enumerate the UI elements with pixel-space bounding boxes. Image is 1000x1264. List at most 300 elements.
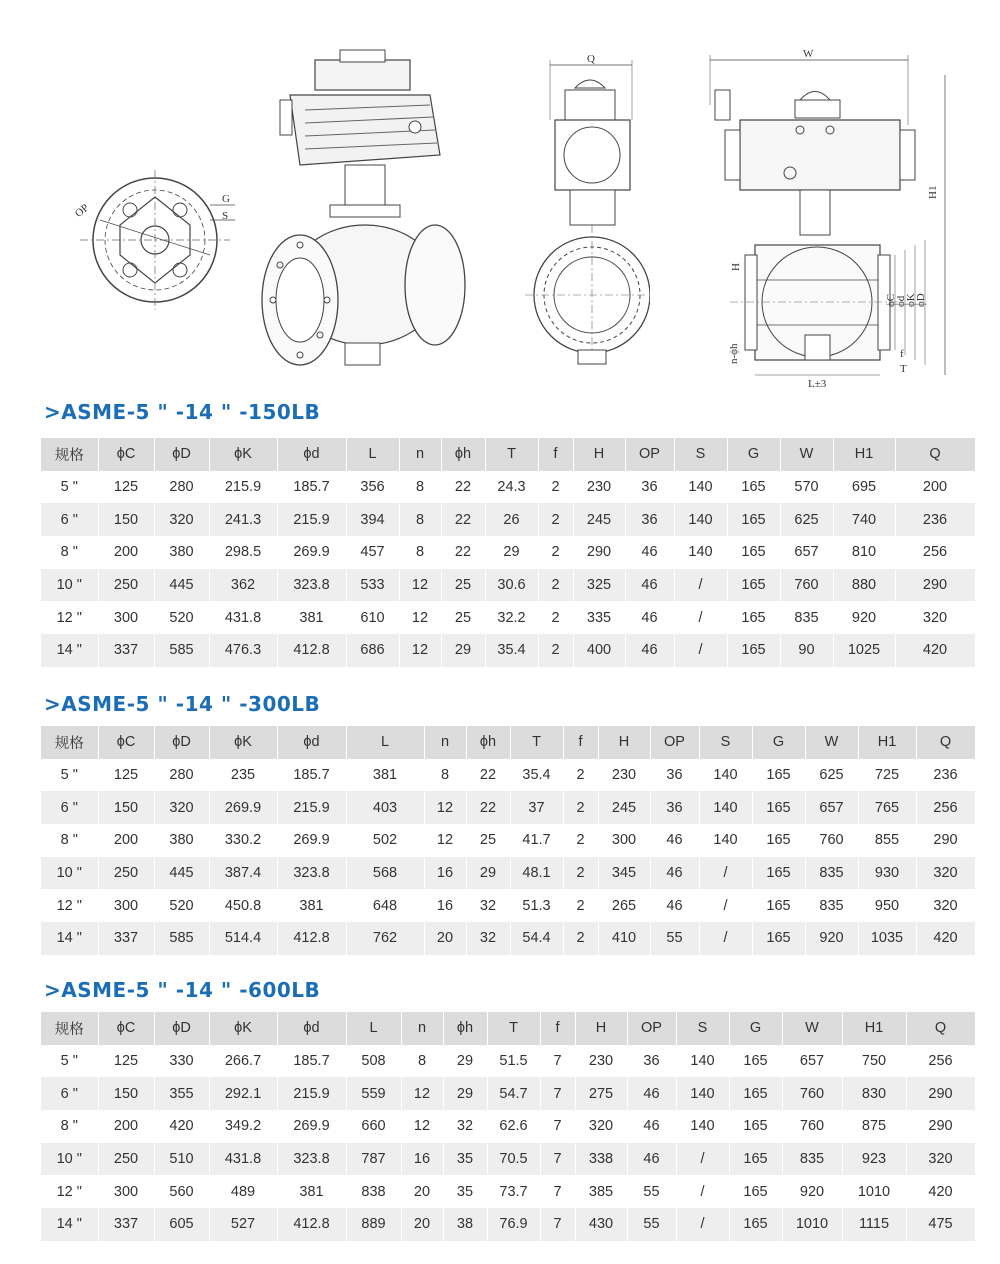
table-cell: 320 — [895, 601, 975, 634]
table-cell: 2 — [563, 791, 598, 824]
table-cell: 29 — [485, 536, 538, 569]
table-cell: 835 — [805, 857, 858, 890]
table-cell: 570 — [780, 471, 833, 504]
table-cell: 320 — [916, 889, 975, 922]
table-body — [41, 759, 975, 955]
q-label: Q — [587, 53, 595, 65]
table-cell: 835 — [780, 601, 833, 634]
w-label: W — [803, 48, 814, 60]
table-cell: 125 — [98, 471, 154, 504]
table-cell: 7 — [540, 1175, 575, 1208]
table-cell: 22 — [466, 759, 510, 792]
table-row — [41, 601, 975, 634]
column-header: L — [346, 726, 424, 759]
table-cell: 245 — [598, 791, 650, 824]
table-cell: 36 — [625, 471, 674, 504]
table-cell: 7 — [540, 1143, 575, 1176]
table-cell: 25 — [441, 569, 485, 602]
column-header: H1 — [858, 726, 916, 759]
table-cell: 787 — [346, 1143, 401, 1176]
table-cell: 2 — [563, 759, 598, 792]
table-cell: 35.4 — [510, 759, 563, 792]
section-title-150lb: >ASME-5 " -14 " -150LB — [44, 400, 321, 424]
table-cell: 760 — [782, 1110, 842, 1143]
table-cell: 41.7 — [510, 824, 563, 857]
table-cell: 14 " — [41, 922, 98, 955]
column-header: H — [575, 1012, 627, 1045]
column-header: ϕC — [98, 726, 154, 759]
table-cell: 38 — [443, 1208, 487, 1241]
column-header: ϕK — [209, 1012, 277, 1045]
table-cell: 320 — [154, 791, 209, 824]
table-row — [41, 1208, 975, 1241]
table-cell: 337 — [98, 634, 154, 667]
table-cell: / — [676, 1208, 729, 1241]
table-cell: 387.4 — [209, 857, 277, 890]
table-cell: 830 — [842, 1077, 906, 1110]
column-header: OP — [650, 726, 699, 759]
table-cell: 445 — [154, 857, 209, 890]
table-cell: 412.8 — [277, 922, 346, 955]
table-cell: 930 — [858, 857, 916, 890]
table-cell: 269.9 — [209, 791, 277, 824]
table-cell: 323.8 — [277, 857, 346, 890]
table-cell: 431.8 — [209, 1143, 277, 1176]
table-cell: 54.7 — [487, 1077, 540, 1110]
table-cell: 46 — [650, 824, 699, 857]
table-row — [41, 634, 975, 667]
table-cell: 185.7 — [277, 759, 346, 792]
table-cell: 165 — [729, 1143, 782, 1176]
column-header: f — [563, 726, 598, 759]
table-row — [41, 1077, 975, 1110]
table-cell: 185.7 — [277, 1045, 346, 1078]
table-cell: 29 — [443, 1077, 487, 1110]
table-cell: 200 — [98, 536, 154, 569]
table-row — [41, 922, 975, 955]
table-cell: 605 — [154, 1208, 209, 1241]
column-header: ϕd — [277, 438, 346, 471]
table-cell: 140 — [676, 1077, 729, 1110]
table-cell: 48.1 — [510, 857, 563, 890]
column-header: W — [780, 438, 833, 471]
column-header: OP — [625, 438, 674, 471]
table-cell: 14 " — [41, 1208, 98, 1241]
table-cell: 880 — [833, 569, 895, 602]
table-cell: 280 — [154, 471, 209, 504]
table-cell: 14 " — [41, 634, 98, 667]
table-cell: 533 — [346, 569, 399, 602]
table-cell: 280 — [154, 759, 209, 792]
table-cell: 445 — [154, 569, 209, 602]
table-cell: 150 — [98, 1077, 154, 1110]
table-cell: 200 — [895, 471, 975, 504]
table-cell: 420 — [916, 922, 975, 955]
table-cell: 657 — [780, 536, 833, 569]
table-cell: 381 — [346, 759, 424, 792]
table-cell: 6 " — [41, 791, 98, 824]
table-cell: 381 — [277, 601, 346, 634]
table-cell: 140 — [674, 471, 727, 504]
table-cell: 300 — [98, 889, 154, 922]
column-header: n — [424, 726, 466, 759]
table-cell: / — [674, 601, 727, 634]
table-cell: 585 — [154, 634, 209, 667]
table-cell: 235 — [209, 759, 277, 792]
table-cell: 10 " — [41, 569, 98, 602]
table-cell: 855 — [858, 824, 916, 857]
table-cell: 76.9 — [487, 1208, 540, 1241]
table-cell: 165 — [727, 634, 780, 667]
table-cell: 215.9 — [277, 791, 346, 824]
table-cell: 36 — [627, 1045, 676, 1078]
table-header-row — [41, 726, 975, 759]
table-cell: / — [699, 922, 752, 955]
table-cell: 385 — [575, 1175, 627, 1208]
table-row — [41, 536, 975, 569]
table-cell: 400 — [573, 634, 625, 667]
table-cell: 10 " — [41, 857, 98, 890]
table-cell: 430 — [575, 1208, 627, 1241]
table-cell: 337 — [98, 922, 154, 955]
table-cell: 275 — [575, 1077, 627, 1110]
table-cell: 165 — [752, 857, 805, 890]
table-cell: 25 — [466, 824, 510, 857]
table-cell: 250 — [98, 569, 154, 602]
column-header: f — [540, 1012, 575, 1045]
table-cell: 394 — [346, 503, 399, 536]
table-cell: 450.8 — [209, 889, 277, 922]
table-cell: 403 — [346, 791, 424, 824]
table-cell: 200 — [98, 824, 154, 857]
table-cell: 2 — [538, 471, 573, 504]
table-cell: 345 — [598, 857, 650, 890]
table-cell: 323.8 — [277, 569, 346, 602]
table-cell: 380 — [154, 536, 209, 569]
table-cell: 838 — [346, 1175, 401, 1208]
table-cell: 215.9 — [277, 1077, 346, 1110]
table-cell: 502 — [346, 824, 424, 857]
table-cell: 12 — [401, 1077, 443, 1110]
table-cell: 140 — [674, 503, 727, 536]
d-big-label: ϕD — [915, 293, 927, 307]
table-cell: 12 — [424, 824, 466, 857]
table-cell: 125 — [98, 759, 154, 792]
table-cell: 250 — [98, 1143, 154, 1176]
table-cell: 330.2 — [209, 824, 277, 857]
column-header: ϕh — [466, 726, 510, 759]
table-cell: 46 — [627, 1077, 676, 1110]
table-cell: 150 — [98, 503, 154, 536]
table-cell: 8 " — [41, 536, 98, 569]
table-header-row — [41, 438, 975, 471]
table-cell: 230 — [573, 471, 625, 504]
table-cell: 8 — [401, 1045, 443, 1078]
table-cell: 165 — [752, 791, 805, 824]
g-label: G — [222, 193, 230, 205]
table-cell: 46 — [627, 1110, 676, 1143]
table-cell: 765 — [858, 791, 916, 824]
table-cell: 760 — [782, 1077, 842, 1110]
table-cell: 2 — [538, 536, 573, 569]
column-header: L — [346, 1012, 401, 1045]
column-header: H — [573, 438, 625, 471]
table-cell: 298.5 — [209, 536, 277, 569]
table-cell: 320 — [906, 1143, 975, 1176]
table-cell: 320 — [916, 857, 975, 890]
table-cell: 420 — [154, 1110, 209, 1143]
table-cell: 7 — [540, 1077, 575, 1110]
table-cell: 16 — [424, 857, 466, 890]
table-cell: 300 — [598, 824, 650, 857]
table-cell: 20 — [401, 1208, 443, 1241]
table-cell: 290 — [895, 569, 975, 602]
table-cell: / — [674, 634, 727, 667]
column-header: G — [727, 438, 780, 471]
table-cell: 35.4 — [485, 634, 538, 667]
table-cell: 36 — [650, 791, 699, 824]
table-cell: 36 — [625, 503, 674, 536]
table-cell: 875 — [842, 1110, 906, 1143]
table-cell: 46 — [625, 536, 674, 569]
table-cell: 725 — [858, 759, 916, 792]
column-header: Q — [895, 438, 975, 471]
table-cell: 625 — [780, 503, 833, 536]
table-cell: 520 — [154, 889, 209, 922]
table-cell: 230 — [598, 759, 650, 792]
s-label: S — [222, 210, 229, 222]
table-cell: 29 — [443, 1045, 487, 1078]
table-cell: 165 — [729, 1175, 782, 1208]
table-cell: 8 " — [41, 824, 98, 857]
table-cell: 12 — [399, 569, 441, 602]
table-cell: 657 — [805, 791, 858, 824]
table-cell: 1115 — [842, 1208, 906, 1241]
table-cell: 412.8 — [277, 634, 346, 667]
table-cell: / — [699, 857, 752, 890]
table-cell: 51.3 — [510, 889, 563, 922]
table-cell: 2 — [538, 601, 573, 634]
table-cell: 256 — [906, 1045, 975, 1078]
table-cell: 46 — [650, 857, 699, 890]
table-cell: 140 — [699, 759, 752, 792]
table-row — [41, 471, 975, 504]
column-header: H — [598, 726, 650, 759]
table-cell: 6 " — [41, 1077, 98, 1110]
c-label: ϕC — [885, 293, 897, 307]
column-header: ϕD — [154, 1012, 209, 1045]
column-header: S — [674, 438, 727, 471]
table-cell: 266.7 — [209, 1045, 277, 1078]
table-cell: 381 — [277, 1175, 346, 1208]
table-cell: 648 — [346, 889, 424, 922]
table-cell: 2 — [538, 569, 573, 602]
table-cell: 420 — [906, 1175, 975, 1208]
table-cell: 657 — [782, 1045, 842, 1078]
f-label: f — [900, 348, 904, 360]
column-header: G — [729, 1012, 782, 1045]
table-cell: 185.7 — [277, 471, 346, 504]
table-cell: 55 — [650, 922, 699, 955]
table-row — [41, 824, 975, 857]
table-cell: 22 — [466, 791, 510, 824]
table-cell: 527 — [209, 1208, 277, 1241]
valve-actuator-drawing — [255, 45, 480, 375]
table-cell: 250 — [98, 857, 154, 890]
table-cell: 35 — [443, 1143, 487, 1176]
table-cell: 750 — [842, 1045, 906, 1078]
table-cell: 1010 — [782, 1208, 842, 1241]
table-cell: 760 — [780, 569, 833, 602]
table-row — [41, 1175, 975, 1208]
column-header: n — [401, 1012, 443, 1045]
column-header: ϕD — [154, 726, 209, 759]
table-cell: 269.9 — [277, 1110, 346, 1143]
table-cell: 12 — [399, 601, 441, 634]
table-cell: 32 — [443, 1110, 487, 1143]
table-cell: 337 — [98, 1208, 154, 1241]
table-cell: 323.8 — [277, 1143, 346, 1176]
table-cell: 410 — [598, 922, 650, 955]
table-cell: 290 — [916, 824, 975, 857]
table-cell: 686 — [346, 634, 399, 667]
table-cell: 165 — [727, 471, 780, 504]
column-header: G — [752, 726, 805, 759]
column-header: H1 — [842, 1012, 906, 1045]
table-cell: 12 " — [41, 601, 98, 634]
table-cell: 476.3 — [209, 634, 277, 667]
table-cell: 920 — [805, 922, 858, 955]
table-row — [41, 889, 975, 922]
table-cell: 245 — [573, 503, 625, 536]
column-header: ϕh — [441, 438, 485, 471]
table-cell: 290 — [906, 1077, 975, 1110]
table-cell: 510 — [154, 1143, 209, 1176]
table-row — [41, 569, 975, 602]
table-cell: 300 — [98, 601, 154, 634]
column-header: Q — [906, 1012, 975, 1045]
table-cell: 380 — [154, 824, 209, 857]
table-cell: 362 — [209, 569, 277, 602]
table-row — [41, 503, 975, 536]
table-cell: 165 — [727, 536, 780, 569]
table-cell: 46 — [625, 569, 674, 602]
table-cell: 889 — [346, 1208, 401, 1241]
table-cell: 35 — [443, 1175, 487, 1208]
table-cell: 1010 — [842, 1175, 906, 1208]
table-cell: 46 — [627, 1143, 676, 1176]
column-header: H1 — [833, 438, 895, 471]
table-cell: 36 — [650, 759, 699, 792]
table-row — [41, 857, 975, 890]
table-cell: 37 — [510, 791, 563, 824]
valve-section-view-drawing — [700, 45, 960, 390]
column-header: f — [538, 438, 573, 471]
table-cell: 610 — [346, 601, 399, 634]
table-cell: 740 — [833, 503, 895, 536]
table-cell: 29 — [441, 634, 485, 667]
table-cell: 22 — [441, 471, 485, 504]
table-cell: 7 — [540, 1208, 575, 1241]
table-cell: 8 — [399, 471, 441, 504]
table-cell: / — [676, 1175, 729, 1208]
table-cell: 236 — [895, 503, 975, 536]
table-cell: 290 — [573, 536, 625, 569]
table-cell: 256 — [916, 791, 975, 824]
table-cell: / — [699, 889, 752, 922]
table-cell: 140 — [699, 824, 752, 857]
table-cell: 46 — [625, 601, 674, 634]
op-label: OP — [72, 201, 92, 220]
table-cell: 12 — [399, 634, 441, 667]
table-cell: 24.3 — [485, 471, 538, 504]
table-cell: 325 — [573, 569, 625, 602]
table-cell: 165 — [729, 1110, 782, 1143]
table-cell: 22 — [441, 503, 485, 536]
table-cell: 12 " — [41, 889, 98, 922]
table-cell: 165 — [752, 922, 805, 955]
table-cell: 215.9 — [209, 471, 277, 504]
table-cell: 489 — [209, 1175, 277, 1208]
table-cell: 90 — [780, 634, 833, 667]
table-cell: 165 — [729, 1045, 782, 1078]
table-cell: 55 — [627, 1208, 676, 1241]
spec-table-300lb — [41, 726, 976, 955]
table-cell: 355 — [154, 1077, 209, 1110]
table-cell: 269.9 — [277, 536, 346, 569]
table-cell: 514.4 — [209, 922, 277, 955]
column-header: L — [346, 438, 399, 471]
table-cell: 269.9 — [277, 824, 346, 857]
table-cell: 46 — [625, 634, 674, 667]
table-cell: 950 — [858, 889, 916, 922]
table-row — [41, 1110, 975, 1143]
table-cell: 585 — [154, 922, 209, 955]
table-cell: 923 — [842, 1143, 906, 1176]
column-header: 规格 — [41, 1012, 98, 1045]
table-cell: 5 " — [41, 471, 98, 504]
column-header: T — [485, 438, 538, 471]
column-header: S — [699, 726, 752, 759]
table-cell: 10 " — [41, 1143, 98, 1176]
table-cell: 140 — [699, 791, 752, 824]
table-cell: 140 — [676, 1045, 729, 1078]
column-header: ϕC — [98, 438, 154, 471]
table-cell: 20 — [401, 1175, 443, 1208]
spec-table-600lb — [41, 1012, 976, 1241]
table-body — [41, 1045, 975, 1241]
table-cell: 568 — [346, 857, 424, 890]
section-title-300lb: >ASME-5 " -14 " -300LB — [44, 692, 321, 716]
table-row — [41, 1143, 975, 1176]
k-label: ϕK — [905, 293, 917, 307]
table-cell: 660 — [346, 1110, 401, 1143]
column-header: ϕh — [443, 1012, 487, 1045]
table-cell: 349.2 — [209, 1110, 277, 1143]
column-header: W — [782, 1012, 842, 1045]
table-cell: 320 — [575, 1110, 627, 1143]
table-cell: 165 — [752, 824, 805, 857]
table-cell: 559 — [346, 1077, 401, 1110]
table-cell: 457 — [346, 536, 399, 569]
table-cell: 2 — [563, 922, 598, 955]
table-cell: 32 — [466, 922, 510, 955]
column-header: T — [510, 726, 563, 759]
column-header: OP — [627, 1012, 676, 1045]
table-cell: 625 — [805, 759, 858, 792]
table-cell: 2 — [538, 634, 573, 667]
table-cell: 51.5 — [487, 1045, 540, 1078]
